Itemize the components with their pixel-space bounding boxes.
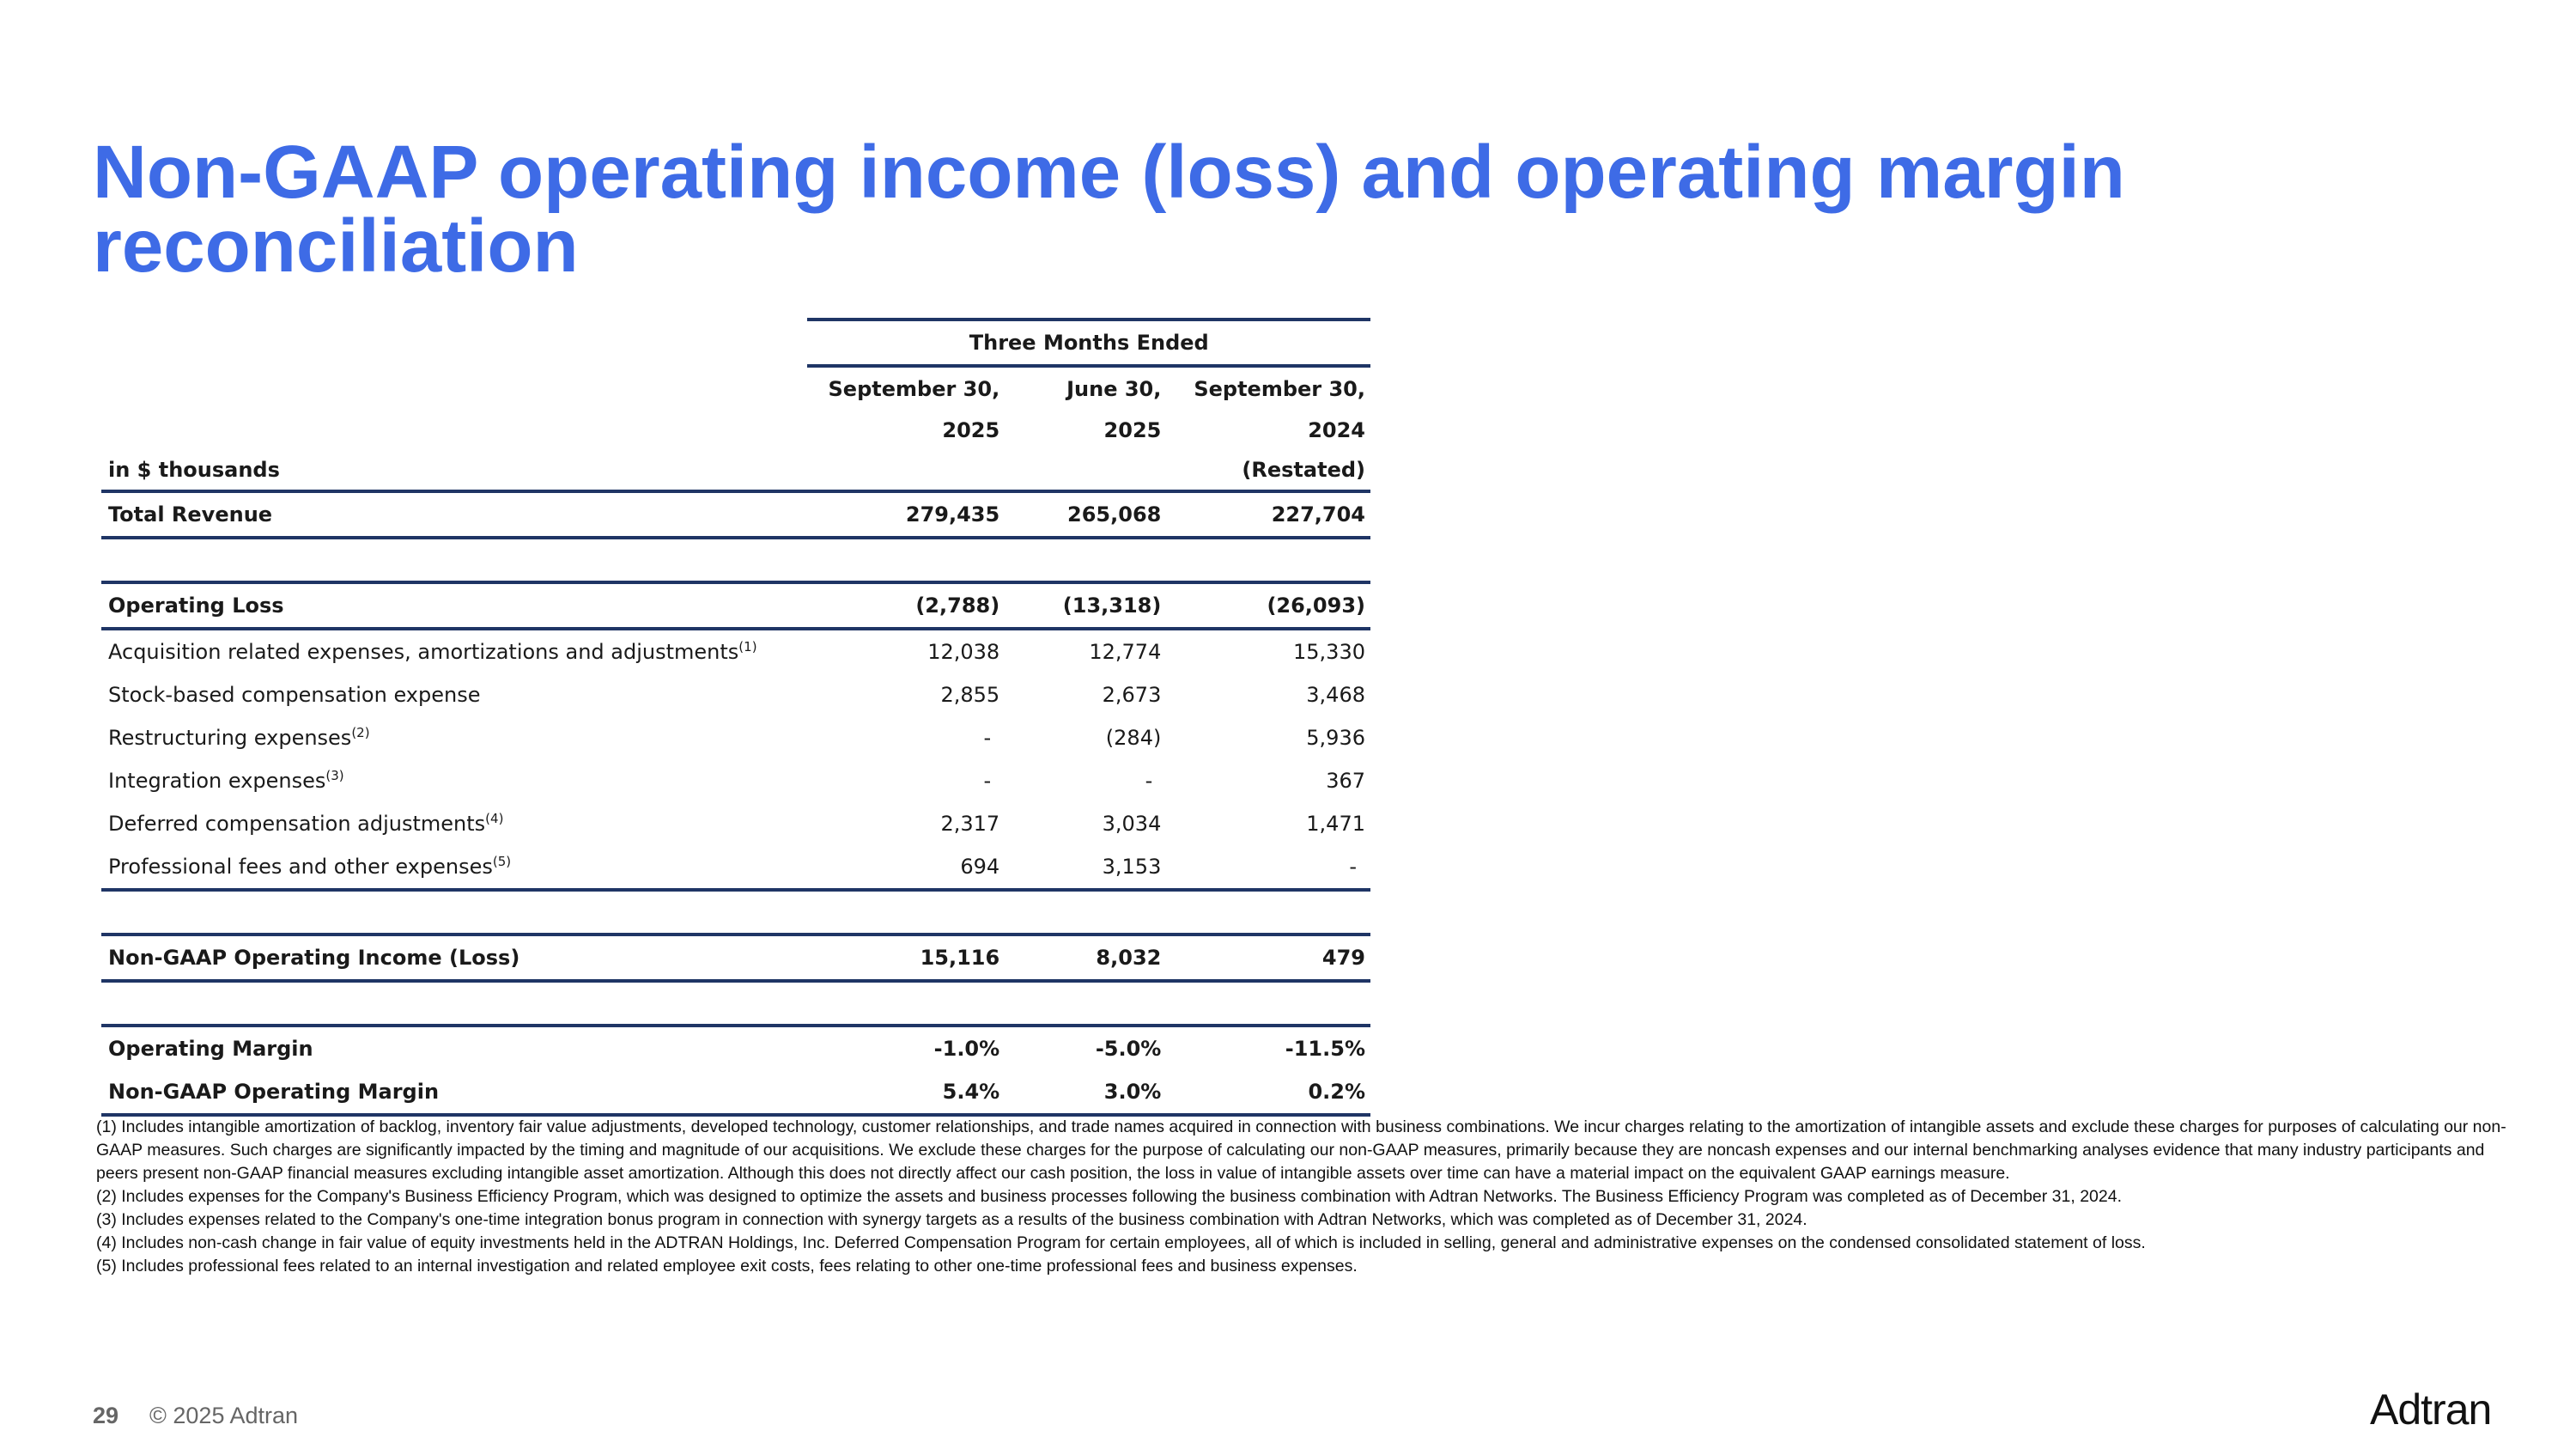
footnote: (1) Includes intangible amortization of backlog, inventory fair value adjustments, developed technology, customer relationships, and trade names acquired in connection with business combinations. We incur charges relating to the amortization of intangible assets and exclude these charges for purposes of calculating our non-GAAP measures. Such charges are significantly impacted by the timing and magnitude of our acquisitions. We exclude these charges for the purpose of calculating our non-GAAP measures, primarily because they are noncash expenses and our internal benchmarking analyses evidence that many industry participants and peers present non-GAAP financial measures excluding intangible asset amortization. Although this does not directly affect our cash position, the loss in value of intangible assets over time can have a material impact on the equivalent GAAP earnings measure.: [96, 1117, 2506, 1183]
col1-header-line2: 2025: [942, 418, 1000, 442]
adjustment-value: 367: [1326, 769, 1365, 793]
operating-loss-label: Operating Loss: [101, 582, 807, 629]
operating-margin-value: -1.0%: [807, 1026, 1005, 1070]
copyright: © 2025 Adtran: [149, 1403, 299, 1428]
footnote: (3) Includes expenses related to the Company's one-time integration bonus program in connection with synergy targets as a results of the business combination with Adtran Networks, which was completed as of December 31, 2024.: [96, 1210, 1807, 1229]
col3-header-line3: (Restated): [1242, 458, 1365, 482]
total-revenue-value: 279,435: [807, 491, 1005, 538]
page-number: 29: [93, 1403, 119, 1428]
adjustment-value: 2,317: [940, 812, 1000, 836]
adjustment-value: 2,673: [1102, 683, 1162, 707]
adjustment-value: -: [1145, 769, 1153, 793]
total-revenue-value: 227,704: [1166, 491, 1370, 538]
adjustment-label-text: Acquisition related expenses, amortizations and adjustments: [108, 640, 739, 664]
footnote-marker: (1): [738, 639, 757, 654]
non-gaap-margin-value: 0.2%: [1166, 1070, 1370, 1115]
adjustment-label-text: Deferred compensation adjustments: [108, 812, 486, 836]
operating-loss-row: [101, 582, 1370, 629]
col3-header-line1: September 30,: [1194, 377, 1365, 401]
page-title-line-2: reconciliation: [93, 204, 579, 288]
non-gaap-income-value: 15,116: [807, 935, 1005, 981]
units-row: [101, 450, 1370, 491]
total-revenue-value: 265,068: [1005, 491, 1166, 538]
operating-margin-label: Operating Margin: [101, 1026, 807, 1070]
non-gaap-margin-value: 3.0%: [1005, 1070, 1166, 1115]
adjustment-value: 2,855: [940, 683, 1000, 707]
non-gaap-margin-label: Non-GAAP Operating Margin: [101, 1070, 807, 1115]
adjustment-label-text: Integration expenses: [108, 769, 326, 793]
total-revenue-row: [101, 491, 1370, 538]
reconciliation-table: [101, 318, 1370, 1117]
non-gaap-margin-value: 5.4%: [807, 1070, 1005, 1115]
non-gaap-income-value: 479: [1166, 935, 1370, 981]
footnote-marker: (5): [492, 854, 512, 869]
adjustment-row: [101, 802, 1370, 845]
adjustment-value: 5,936: [1306, 726, 1365, 750]
footnote-marker: (3): [325, 768, 344, 783]
col3-header-line2: 2024: [1308, 418, 1365, 442]
adjustment-value: (284): [1105, 726, 1162, 750]
adjustment-label: [101, 716, 807, 759]
adjustment-value: 12,038: [927, 640, 1000, 664]
page-title-line-1: Non-GAAP operating income (loss) and operating margin: [93, 131, 2125, 214]
adjustment-value: 3,153: [1005, 845, 1166, 890]
adjustment-row: [101, 716, 1370, 759]
col2-header-line2: 2025: [1103, 418, 1162, 442]
footnote: (2) Includes expenses for the Company's Business Efficiency Program, which was designed to optimize the assets and business processes following the business combination with Adtran Networks. The Business Efficiency Program was completed as of December 31, 2024.: [96, 1187, 2122, 1206]
adjustments-body: [101, 629, 1370, 890]
adjustment-value: 15,330: [1293, 640, 1365, 664]
adjustment-value: 3,034: [1102, 812, 1162, 836]
adjustment-value: 3,468: [1306, 683, 1365, 707]
adjustment-label: [101, 759, 807, 802]
col1-header-line1: September 30,: [828, 377, 1000, 401]
footnote-marker: (2): [351, 725, 370, 740]
adjustment-value: -: [983, 726, 992, 750]
operating-loss-value: (26,093): [1166, 582, 1370, 629]
adjustment-row: [101, 845, 1370, 890]
footnote-marker: (4): [485, 811, 504, 826]
operating-margin-value: -11.5%: [1166, 1026, 1370, 1070]
operating-loss-value: (2,788): [807, 582, 1005, 629]
non-gaap-income-label: Non-GAAP Operating Income (Loss): [101, 935, 807, 981]
footnote: (5) Includes professional fees related to an internal investigation and related employee exit costs, fees relating to other one-time professional fees and business expenses.: [96, 1257, 1358, 1275]
operating-margin-value: -5.0%: [1005, 1026, 1166, 1070]
adjustment-label: [101, 802, 807, 845]
total-revenue-label: Total Revenue: [101, 491, 807, 538]
adjustment-row: [101, 759, 1370, 802]
non-gaap-margin-row: [101, 1070, 1370, 1115]
footnotes: [96, 1116, 2518, 1278]
adjustment-value: -: [1166, 845, 1370, 890]
non-gaap-income-value: 8,032: [1005, 935, 1166, 981]
footnote: (4) Includes non-cash change in fair value of equity investments held in the ADTRAN Holdings, Inc. Deferred Compensation Program for certain employees, all of which is included in selling, general and administrative expenses on the condensed consolidated statement of loss.: [96, 1233, 2146, 1252]
adjustment-row: [101, 629, 1370, 673]
adjustment-label: [101, 845, 807, 890]
period-header-row: [101, 320, 1370, 366]
adjustment-row: [101, 673, 1370, 716]
adjustment-value: 12,774: [1089, 640, 1162, 664]
column-header-row-2: [101, 411, 1370, 450]
column-header-row-1: [101, 366, 1370, 411]
adjustment-label: [101, 629, 807, 673]
non-gaap-income-row: [101, 935, 1370, 981]
adjustment-label-text: Stock-based compensation expense: [108, 683, 481, 707]
adjustment-value: 694: [807, 845, 1005, 890]
adjustment-label-text: Professional fees and other expenses: [108, 855, 493, 879]
units-label: in $ thousands: [108, 458, 280, 482]
page-title: [93, 131, 2411, 288]
adjustment-label: [101, 673, 807, 716]
adjustment-label-text: Restructuring expenses: [108, 726, 352, 750]
period-header: Three Months Ended: [807, 320, 1370, 366]
adjustment-value: -: [983, 769, 992, 793]
adtran-logo: Adtran: [2370, 1385, 2492, 1434]
operating-loss-value: (13,318): [1005, 582, 1166, 629]
operating-margin-row: [101, 1026, 1370, 1070]
col2-header-line1: June 30,: [1066, 377, 1162, 401]
adjustment-value: 1,471: [1306, 812, 1365, 836]
